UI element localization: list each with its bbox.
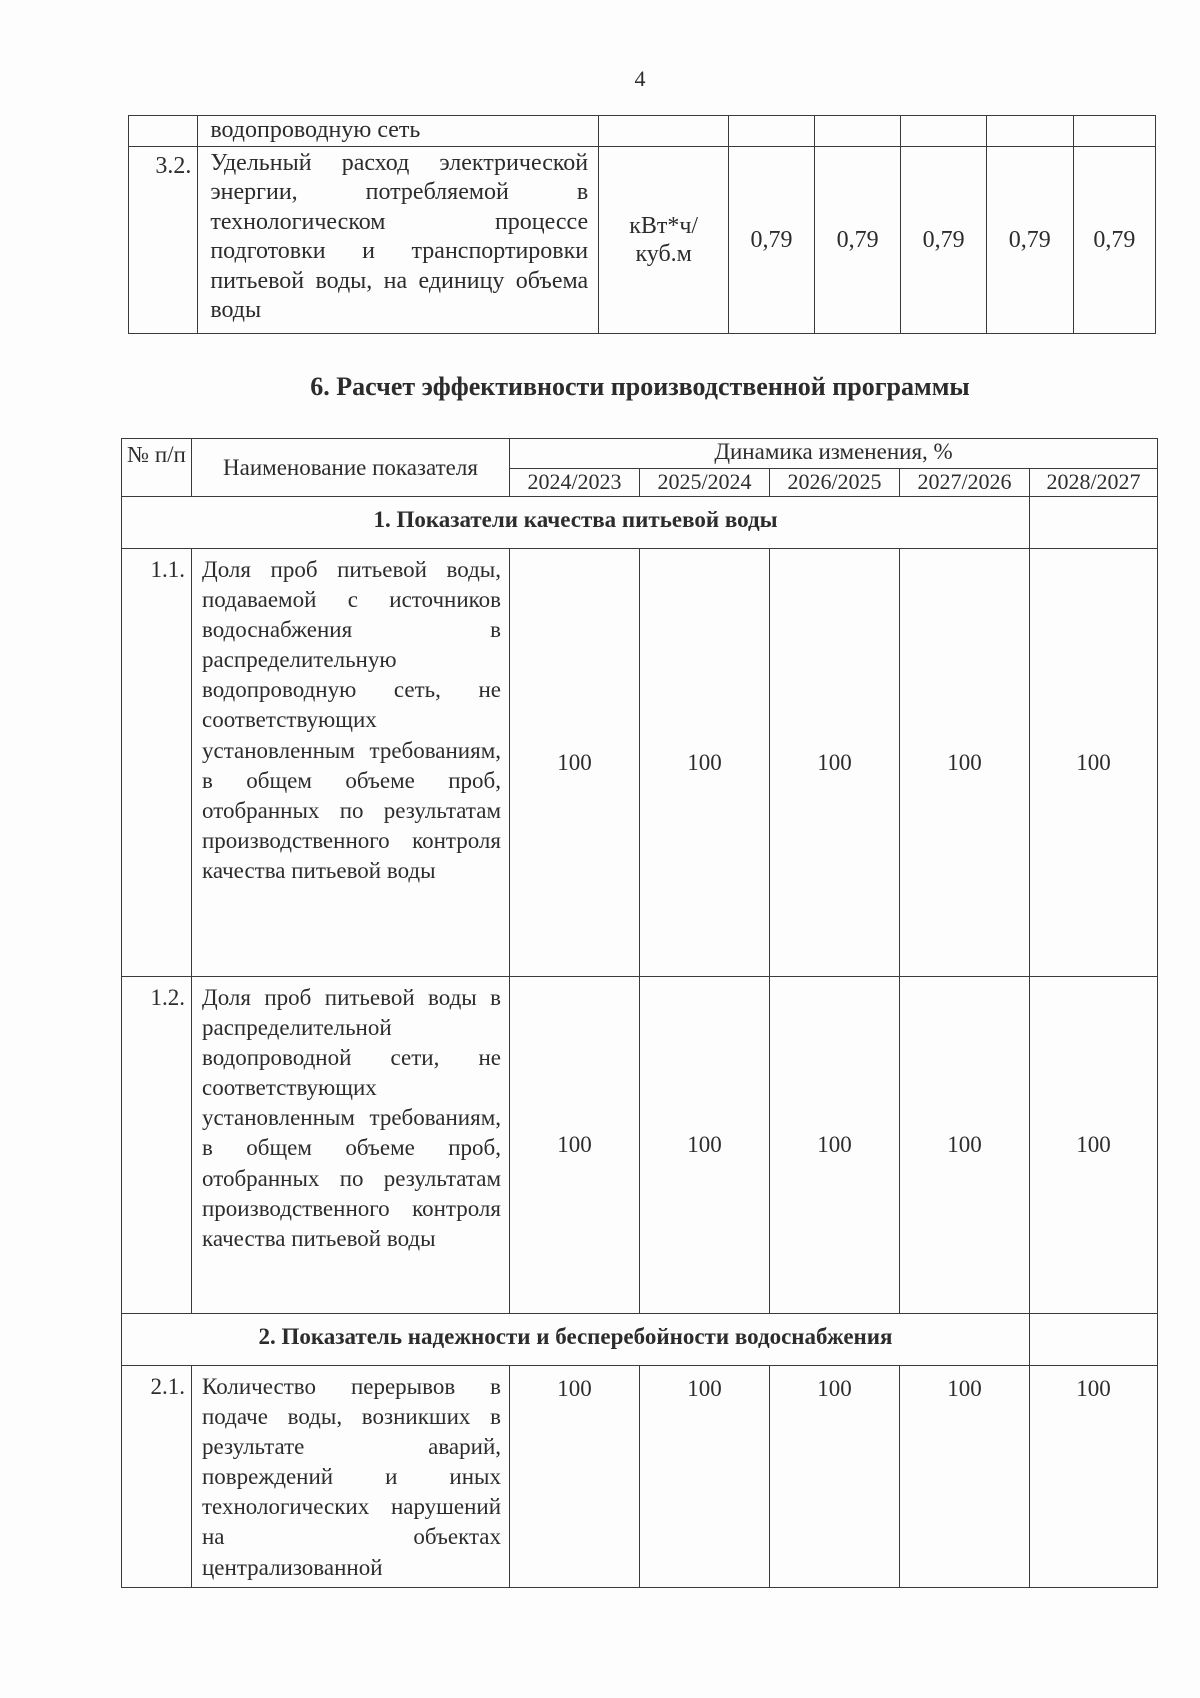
row-value: 100	[1030, 977, 1158, 1314]
header-year: 2026/2025	[770, 469, 900, 497]
row-value: 100	[640, 549, 770, 977]
header-year: 2028/2027	[1030, 469, 1158, 497]
row-name: Удельный расход электрической энергии, потребляемой в технологическом процессе подготовки и транспортировки питьевой воды, на единицу объема воды	[198, 146, 599, 333]
header-number: № п/п	[122, 439, 192, 497]
page-number: 4	[634, 66, 646, 91]
table-row	[129, 116, 1156, 147]
row-number	[129, 116, 198, 147]
section-heading: 2. Показатель надежности и бесперебойности водоснабжения	[122, 1314, 1030, 1366]
row-unit: кВт*ч/ куб.м	[599, 146, 729, 333]
row-value	[1073, 116, 1155, 147]
row-value: 0,79	[1073, 146, 1155, 333]
section-row	[122, 497, 1158, 549]
table-row	[122, 1366, 1158, 1588]
row-value: 100	[770, 977, 900, 1314]
row-value: 100	[510, 1366, 640, 1588]
row-value: 100	[770, 549, 900, 977]
row-name: Доля проб питьевой воды в распределительной водопроводной сети, не соответствующих установленным требованиям, в общем объеме проб, отобранных по результатам производственного контроля качества питьевой воды	[192, 977, 510, 1314]
row-value: 100	[900, 549, 1030, 977]
row-value: 100	[1030, 1366, 1158, 1588]
row-number: 1.2.	[122, 977, 192, 1314]
row-value	[729, 116, 815, 147]
table-header-row	[122, 439, 1158, 469]
row-name: Доля проб питьевой воды, подаваемой с источников водоснабжения в распределительную водопроводную сеть, не соответствующих установленным требованиям, в общем объеме проб, отобранных по результатам производственного контроля качества питьевой воды	[192, 549, 510, 977]
header-name: Наименование показателя	[192, 439, 510, 497]
row-name: водопроводную сеть	[198, 116, 599, 147]
row-value	[814, 116, 901, 147]
row-value: 0,79	[986, 146, 1073, 333]
row-value	[901, 116, 987, 147]
section-title: 6. Расчет эффективности производственной программы	[310, 372, 970, 401]
row-value: 100	[640, 1366, 770, 1588]
row-value: 0,79	[814, 146, 901, 333]
row-value	[986, 116, 1073, 147]
row-value: 100	[640, 977, 770, 1314]
row-value: 0,79	[729, 146, 815, 333]
table-row	[129, 146, 1156, 333]
row-number: 3.2.	[129, 146, 198, 333]
efficiency-table	[121, 438, 1158, 1588]
row-unit	[599, 116, 729, 147]
header-year: 2024/2023	[510, 469, 640, 497]
row-value: 100	[900, 977, 1030, 1314]
row-number: 2.1.	[122, 1366, 192, 1588]
row-value: 100	[510, 549, 640, 977]
previous-table-continuation	[128, 115, 1156, 334]
section-heading: 1. Показатели качества питьевой воды	[122, 497, 1030, 549]
row-value: 0,79	[901, 146, 987, 333]
table-row	[122, 977, 1158, 1314]
row-value: 100	[900, 1366, 1030, 1588]
header-dynamics: Динамика изменения, %	[510, 439, 1158, 469]
header-year: 2027/2026	[900, 469, 1030, 497]
row-value: 100	[770, 1366, 900, 1588]
header-year: 2025/2024	[640, 469, 770, 497]
section-row	[122, 1314, 1158, 1366]
row-value: 100	[1030, 549, 1158, 977]
row-value: 100	[510, 977, 640, 1314]
table-row	[122, 549, 1158, 977]
row-number: 1.1.	[122, 549, 192, 977]
row-name: Количество перерывов в подаче воды, возникших в результате аварий, повреждений и иных технологических нарушений на объектах централизованной	[192, 1366, 510, 1588]
